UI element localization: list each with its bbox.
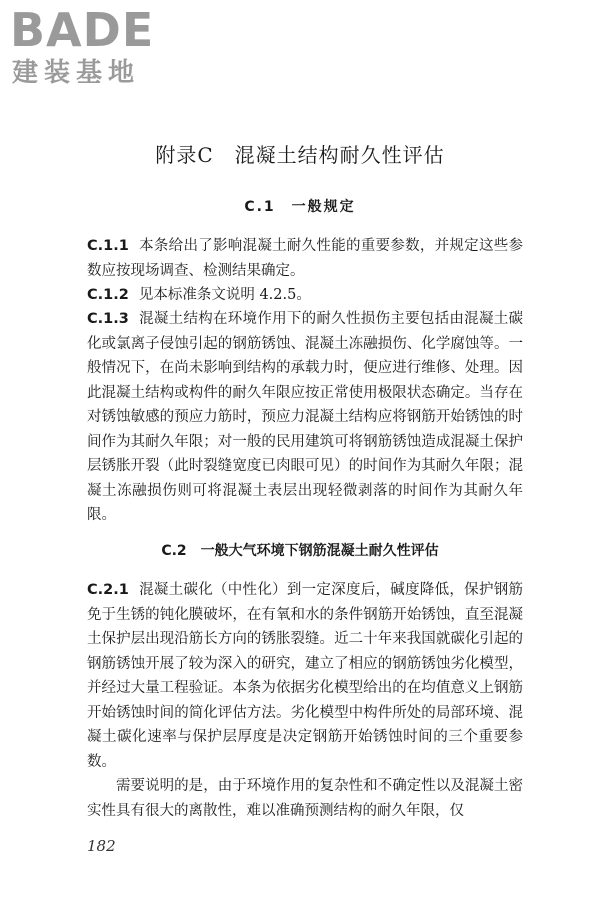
clause-number: C.1.2 xyxy=(87,287,129,303)
clause-number: C.1.1 xyxy=(87,238,129,254)
logo-wordmark: BADE xyxy=(10,3,155,57)
brand-logo xyxy=(10,4,180,96)
clause-text: 混凝土碳化（中性化）到一定深度后，碱度降低，保护钢筋免于生锈的钝化膜破坏，在有氧和水的条件钢筋开始锈蚀，直至混凝土保护层出现沿筋长方向的锈胀裂缝。近二十年来我国就碳化引起的钢筋锈蚀开展了较为深入的研究，建立了相应的钢筋锈蚀劣化模型，并经过大量工程验证。本条为依据劣化模型给出的在均值意义上钢筋开始锈蚀时间的简化评估方法。劣化模型中构件所处的局部环境、混凝土碳化速率与保护层厚度是决定钢筋开始锈蚀时间的三个重要参数。 xyxy=(87,582,523,770)
continuation-paragraph xyxy=(87,774,523,823)
clause-c-1-2 xyxy=(87,283,523,308)
clause-text: 需要说明的是，由于环境作用的复杂性和不确定性以及混凝土密实性具有很大的离散性，难以准确预测结构的耐久年限，仅 xyxy=(87,778,523,819)
clause-c-2-1 xyxy=(87,578,523,774)
page-number: 182 xyxy=(87,837,116,855)
clause-number: C.1.3 xyxy=(87,311,129,327)
clause-text: 见本标准条文说明 4.2.5。 xyxy=(138,287,311,303)
clause-c-1-1 xyxy=(87,234,523,283)
clause-text: 混凝土结构在环境作用下的耐久性损伤主要包括由混凝土碳化或氯离子侵蚀引起的钢筋锈蚀、混凝土冻融损伤、化学腐蚀等。一般情况下，在尚未影响到结构的承载力时，便应进行维修、处理。因此混凝土结构或构件的耐久年限应按正常使用极限状态确定。当存在对锈蚀敏感的预应力筋时，预应力混凝土结构应将钢筋开始锈蚀的时间作为其耐久年限；对一般的民用建筑可将钢筋锈蚀造成混凝土保护层锈胀开裂（此时裂缝宽度已肉眼可见）的时间作为其耐久年限；混凝土冻融损伤则可将混凝土表层出现轻微剥落的时间作为其耐久年限。 xyxy=(87,311,523,523)
section-heading-c2: C.2 一般大气环境下钢筋混凝土耐久性评估 xyxy=(161,543,439,559)
clause-text: 本条给出了影响混凝土耐久性能的重要参数，并规定这些参数应按现场调查、检测结果确定。 xyxy=(87,238,523,279)
clause-c-1-3 xyxy=(87,307,523,528)
logo-subtitle: 建装基地 xyxy=(12,58,141,88)
section-heading-c1: C.1 一般规定 xyxy=(244,199,356,215)
appendix-title: 附录C 混凝土结构耐久性评估 xyxy=(155,143,445,167)
clause-number: C.2.1 xyxy=(87,582,129,598)
